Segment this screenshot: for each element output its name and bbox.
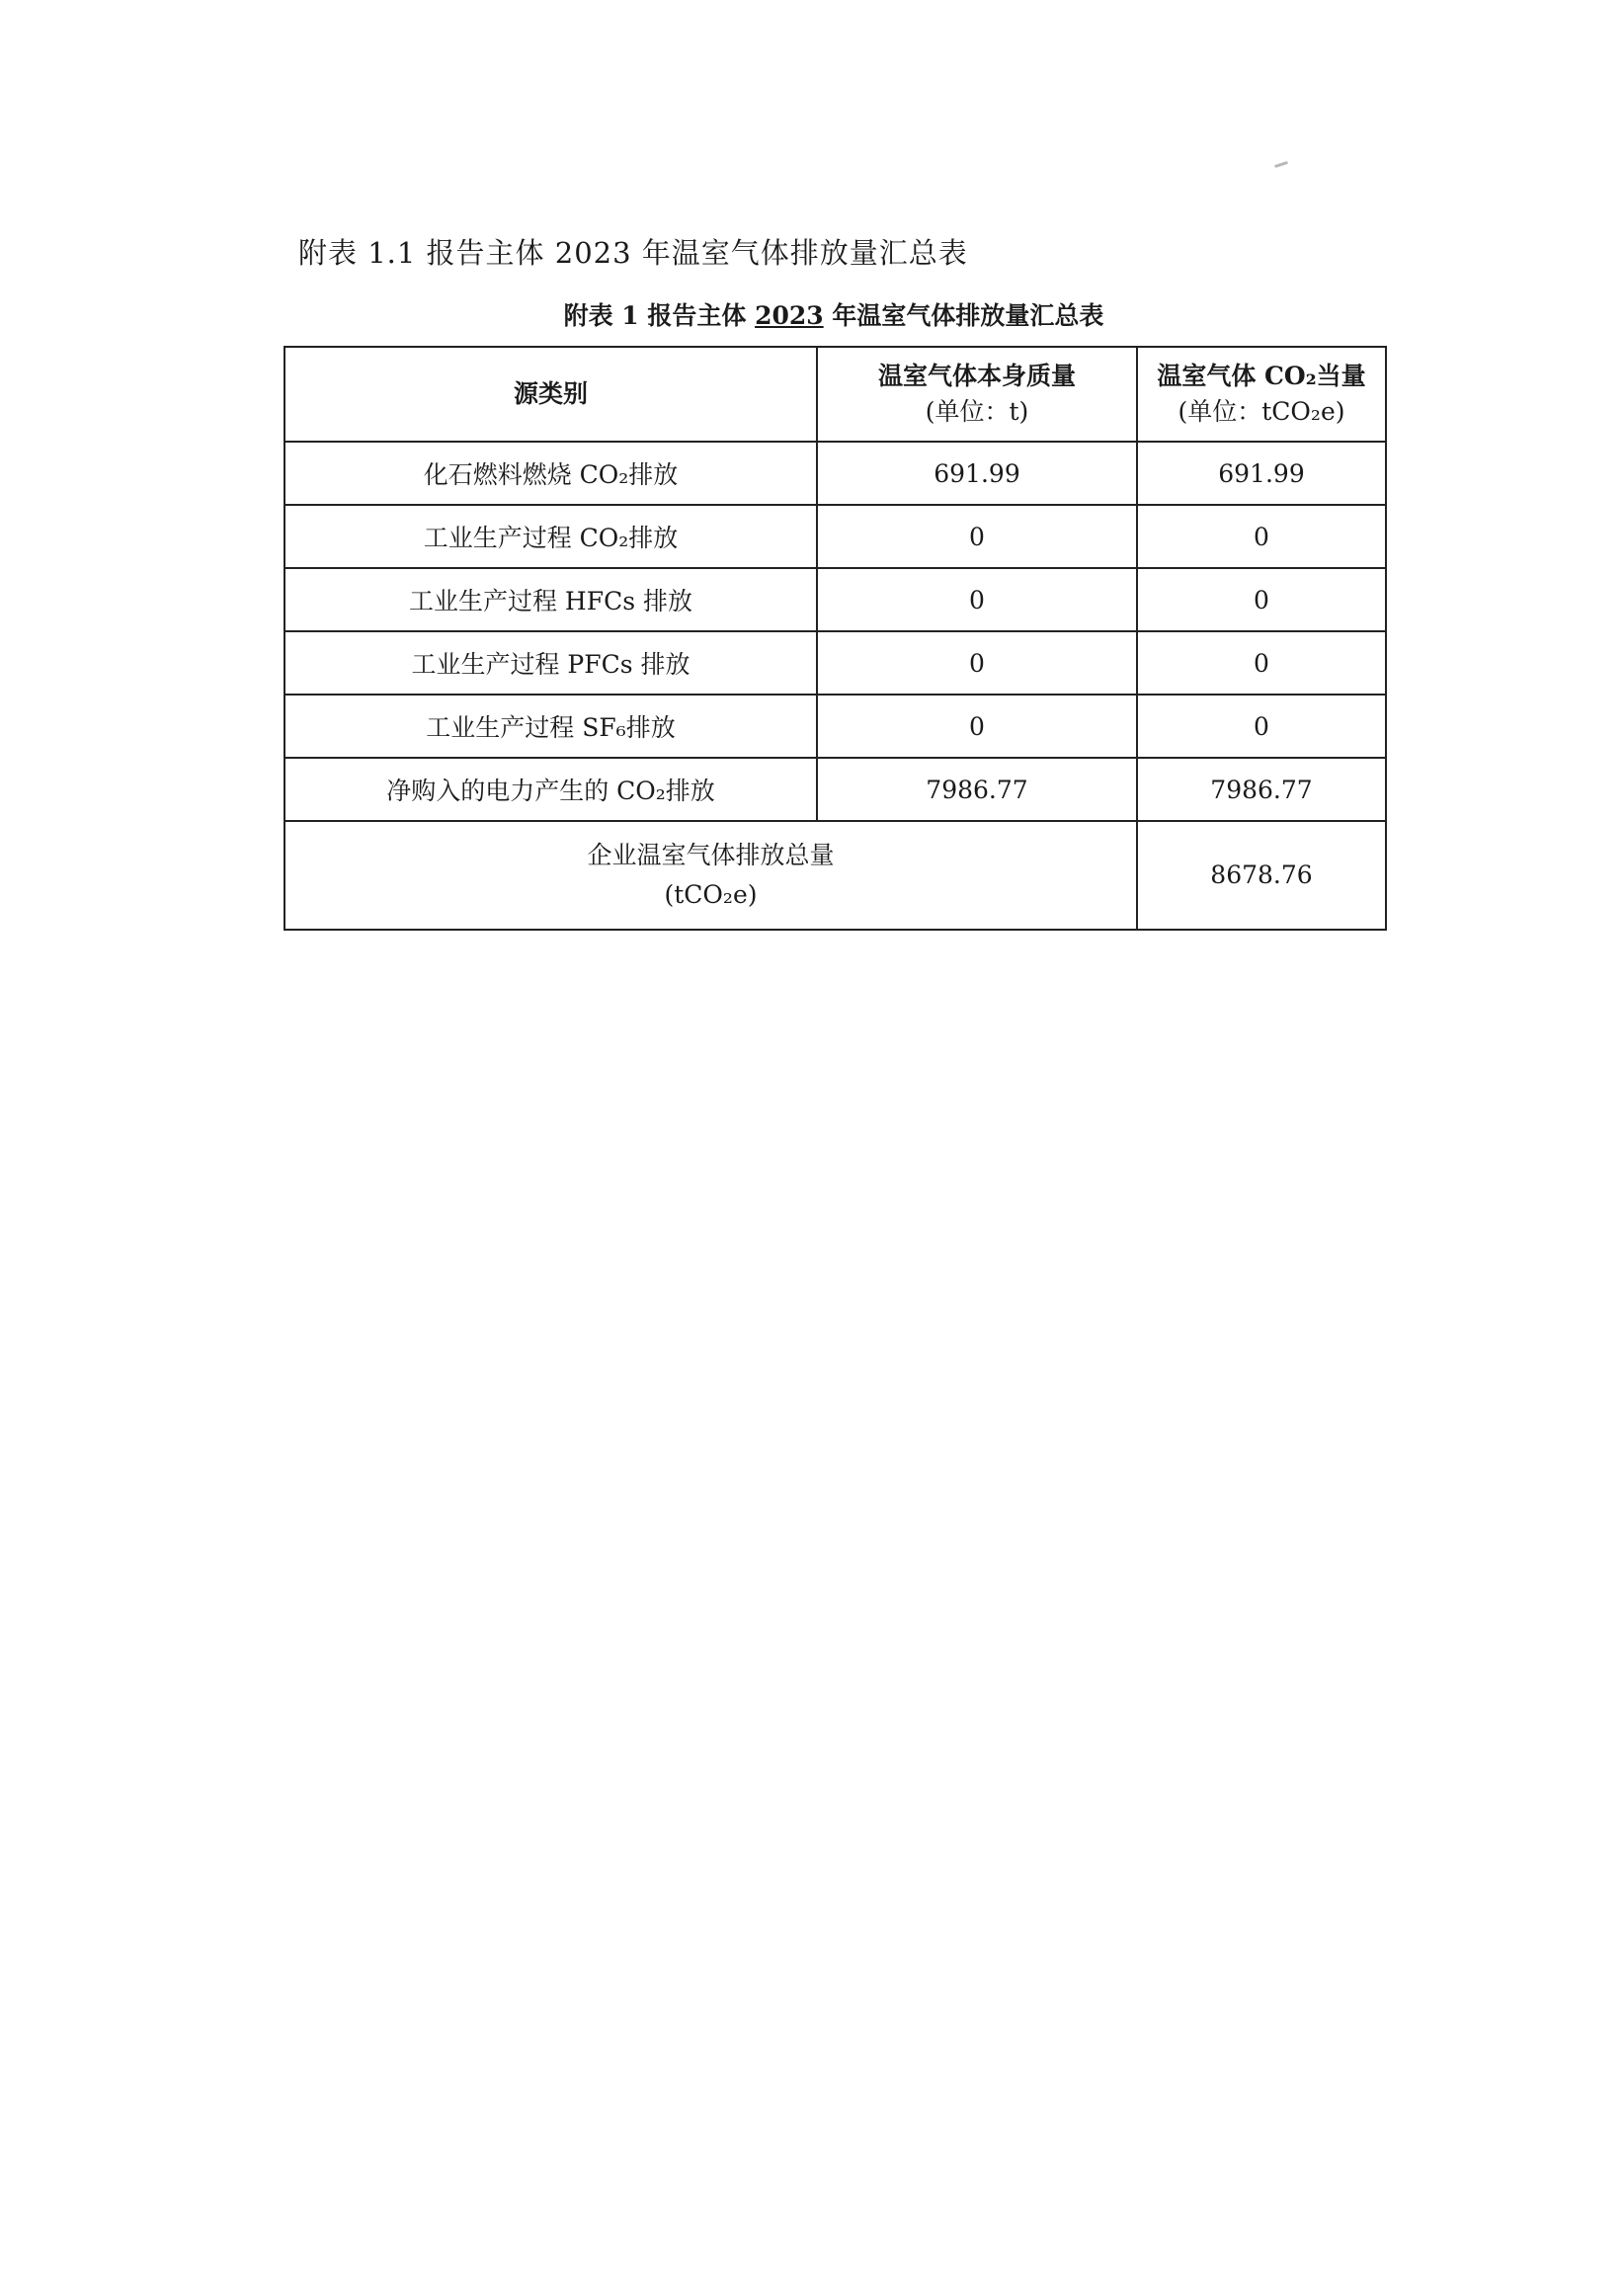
cell-source: 工业生产过程 SF₆排放	[284, 695, 817, 758]
section-heading: 附表 1.1 报告主体 2023 年温室气体排放量汇总表	[298, 236, 968, 270]
table-total-row	[284, 821, 1386, 930]
cell-equivalent: 0	[1137, 568, 1386, 631]
table-row	[284, 695, 1386, 758]
cell-source: 化石燃料燃烧 CO₂排放	[284, 442, 817, 505]
cell-equivalent: 0	[1137, 631, 1386, 695]
cell-mass: 0	[817, 631, 1137, 695]
cell-mass: 7986.77	[817, 758, 1137, 821]
cell-mass: 0	[817, 568, 1137, 631]
table-header-row	[284, 347, 1386, 442]
table-row	[284, 631, 1386, 695]
cell-source: 工业生产过程 CO₂排放	[284, 505, 817, 568]
cell-equivalent: 0	[1137, 695, 1386, 758]
caption-suffix: 年温室气体排放量汇总表	[823, 301, 1104, 330]
scan-artifact	[1274, 161, 1288, 168]
cell-source: 工业生产过程 HFCs 排放	[284, 568, 817, 631]
total-value: 8678.76	[1137, 821, 1386, 930]
table-row	[284, 505, 1386, 568]
cell-mass: 0	[817, 695, 1137, 758]
caption-prefix: 附表 1 报告主体	[563, 301, 756, 330]
table-row	[284, 568, 1386, 631]
cell-equivalent: 0	[1137, 505, 1386, 568]
cell-source: 净购入的电力产生的 CO₂排放	[284, 758, 817, 821]
total-label-cell	[284, 821, 1137, 930]
total-label: 企业温室气体排放总量	[587, 841, 835, 869]
cell-equivalent: 691.99	[1137, 442, 1386, 505]
total-unit: (tCO₂e)	[664, 880, 758, 909]
cell-mass: 0	[817, 505, 1137, 568]
header-equivalent	[1137, 347, 1386, 442]
header-mass-label: 温室气体本身质量	[877, 362, 1076, 390]
caption-year: 2023	[755, 301, 824, 330]
table-row	[284, 758, 1386, 821]
cell-equivalent: 7986.77	[1137, 758, 1386, 821]
header-mass	[817, 347, 1137, 442]
header-equivalent-label: 温室气体 CO₂当量	[1157, 362, 1366, 390]
table-caption	[284, 298, 1383, 334]
header-equivalent-unit: (单位：tCO₂e)	[1177, 397, 1345, 426]
emissions-summary-table	[284, 346, 1387, 931]
header-mass-unit: (单位：t)	[925, 397, 1029, 426]
header-source-label: 源类别	[513, 379, 588, 408]
header-source	[284, 347, 817, 442]
cell-mass: 691.99	[817, 442, 1137, 505]
cell-source: 工业生产过程 PFCs 排放	[284, 631, 817, 695]
table-row	[284, 442, 1386, 505]
